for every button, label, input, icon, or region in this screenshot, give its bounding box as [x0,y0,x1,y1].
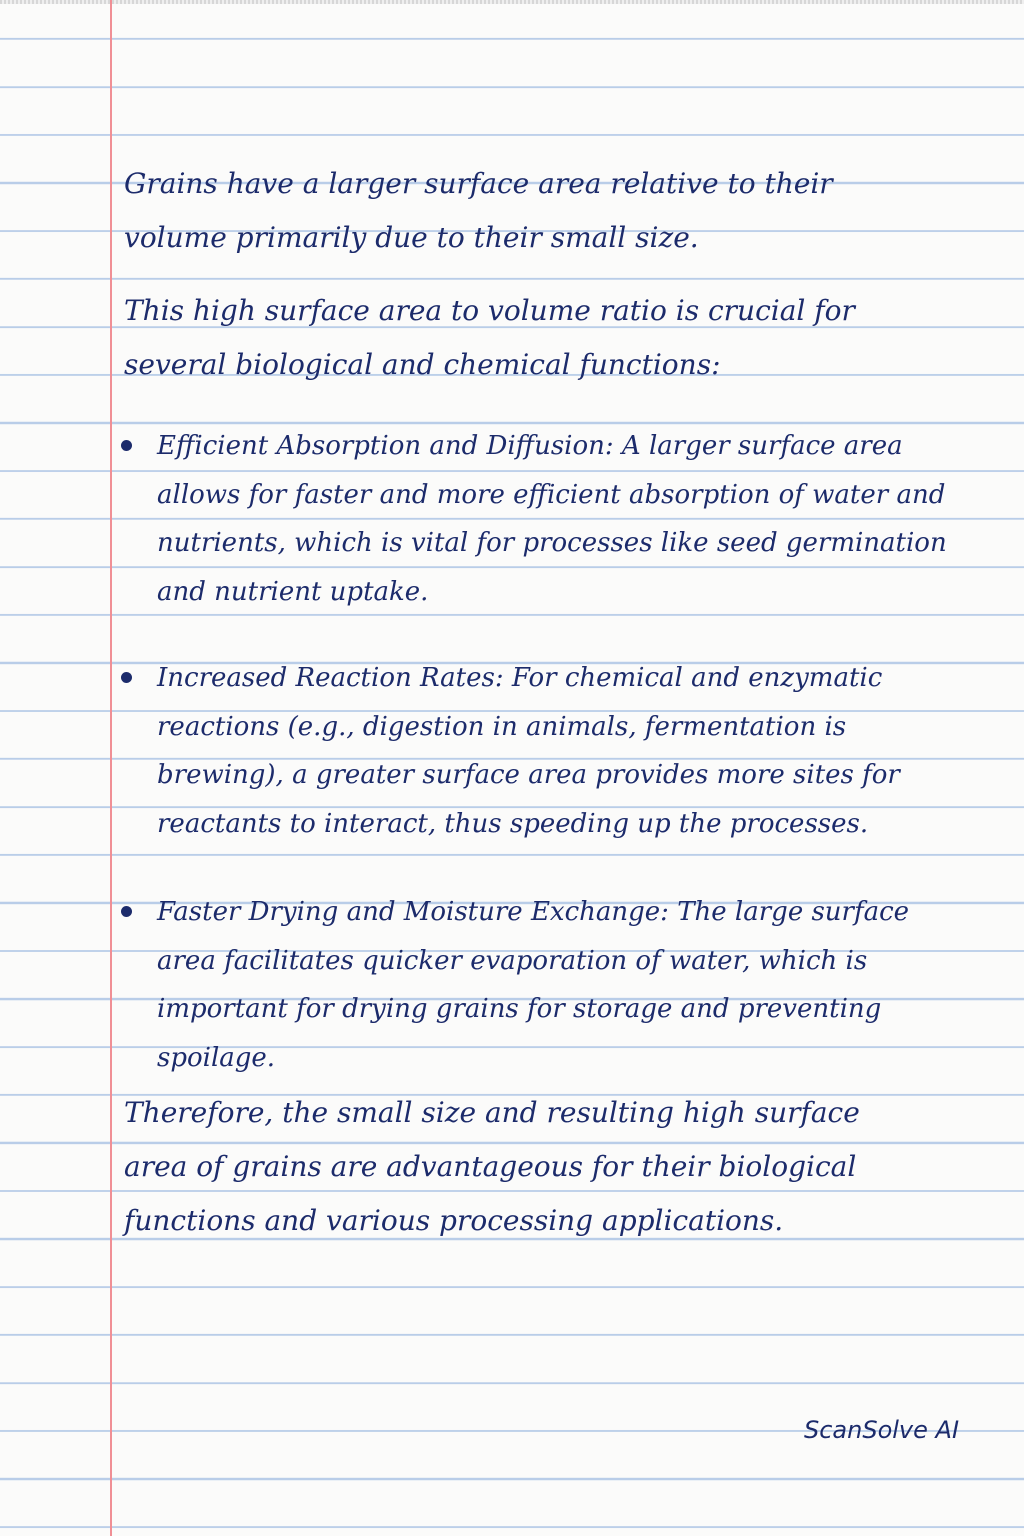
intro-paragraph: Grains have a larger surface area relative to their volume primarily due to their small size. [124,167,833,254]
list-item-text: Faster Drying and Moisture Exchange: The large surface area facilitates quicker evaporation of water, which is important for drying grains for storage and preventing spoilage. [157,897,910,1073]
list-item [118,888,968,1082]
conclusion-paragraph: Therefore, the small size and resulting high surface area of grains are advantageous for their biological functions and various processing applications. [124,1096,860,1237]
bullet-dot-icon [121,672,132,683]
ratio-paragraph: This high surface area to volume ratio is crucial for several biological and chemical functions: [124,294,855,381]
list-item-text: Efficient Absorption and Diffusion: A larger surface area allows for faster and more efficient absorption of water and nutrients, which is vital for processes like seed germination and nutrient uptake. [157,431,947,607]
list-item-text: Increased Reaction Rates: For chemical and enzymatic reactions (e.g., digestion in animals, fermentation is brewing), a greater surface area provides more sites for reactants to interact, thus speeding up the processes. [157,663,900,839]
bullet-dot-icon [121,440,132,451]
bullet-dot-icon [121,906,132,917]
list-item [118,422,968,616]
signature-watermark: ScanSolve AI [804,1416,960,1444]
list-item [118,654,968,848]
